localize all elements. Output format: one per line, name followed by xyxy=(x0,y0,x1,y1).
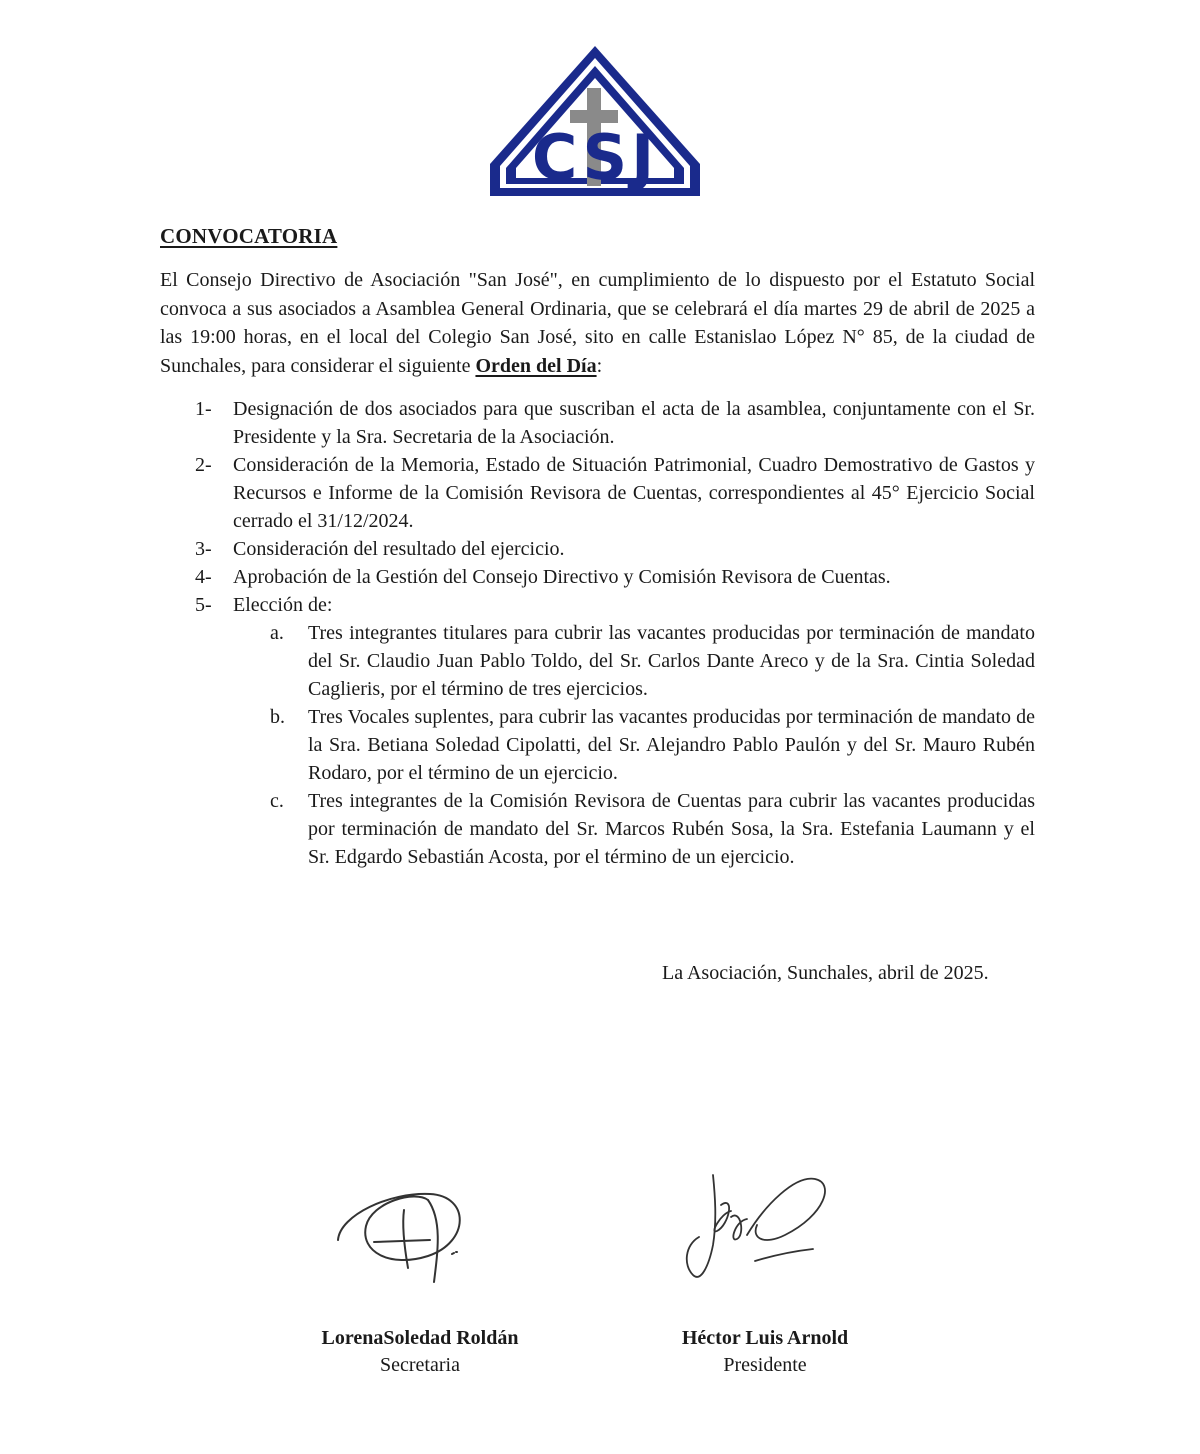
agenda-item-number: 2- xyxy=(195,454,212,476)
subitem-letter: b. xyxy=(270,706,285,728)
document-title: CONVOCATORIA xyxy=(160,224,338,248)
agenda-item xyxy=(195,563,1035,591)
signature-block-secretaria xyxy=(290,1170,550,1376)
signature-roldan xyxy=(320,1170,520,1290)
agenda-item xyxy=(195,395,1035,451)
agenda-item xyxy=(195,451,1035,535)
signatory-name: Héctor Luis Arnold xyxy=(681,1327,849,1349)
agenda-item-text: Consideración del resultado del ejercicio. xyxy=(233,538,565,560)
agenda-item-text: Consideración de la Memoria, Estado de Situación Patrimonial, Cuadro Demostrativo de Gastos y Recursos e Informe de la Comisión Revisora de Cuentas, correspondientes al 45° Ejercicio Social cerrado el 31/12/2024. xyxy=(233,454,1035,532)
subitem-letter: a. xyxy=(270,622,284,644)
orden-del-dia-label: Orden del Día xyxy=(475,354,597,377)
election-sublist xyxy=(233,619,1035,871)
agenda-item-number: 3- xyxy=(195,538,212,560)
subitem-text: Tres integrantes titulares para cubrir las vacantes producidas por terminación de mandato del Sr. Claudio Juan Pablo Toldo, del Sr. Carlos Dante Areco y de la Sra. Cintia Soledad Caglieris, por el término de tres ejercicios. xyxy=(308,622,1035,700)
signatory-role: Secretaria xyxy=(380,1354,460,1376)
intro-text-end: : xyxy=(596,354,603,377)
agenda-item xyxy=(195,591,1035,871)
agenda-list xyxy=(195,395,1035,871)
subitem-text: Tres Vocales suplentes, para cubrir las vacantes producidas por terminación de mandato de la Sra. Betiana Soledad Cipolatti, del Sr. Alejandro Pablo Paulón y del Sr. Mauro Rubén Rodaro, por el término de un ejercicio. xyxy=(308,706,1035,784)
intro-paragraph xyxy=(160,266,1035,380)
signatory-name: LorenaSoledad Roldán xyxy=(321,1327,519,1349)
subitem-text: Tres integrantes de la Comisión Revisora de Cuentas para cubrir las vacantes producidas por terminación de mandato del Sr. Marcos Rubén Sosa, la Sra. Estefania Laumann y el Sr. Edgardo Sebastián Acosta, por el término de un ejercicio. xyxy=(308,790,1035,868)
agenda-item xyxy=(195,535,1035,563)
closing-line: La Asociación, Sunchales, abril de 2025. xyxy=(662,962,989,984)
signatory-role: Presidente xyxy=(723,1354,807,1376)
agenda-item-number: 4- xyxy=(195,566,212,588)
signature-arnold xyxy=(665,1165,865,1295)
csj-logo xyxy=(486,42,704,200)
agenda-item-number: 1- xyxy=(195,398,212,420)
agenda-item-text: Designación de dos asociados para que suscriban el acta de la asamblea, conjuntamente con el Sr. Presidente y la Sra. Secretaria de la Asociación. xyxy=(233,398,1035,448)
signature-block-presidente xyxy=(640,1165,890,1376)
subitem-letter: c. xyxy=(270,790,284,812)
agenda-item-text: Elección de: xyxy=(233,594,333,616)
agenda-item-text: Aprobación de la Gestión del Consejo Directivo y Comisión Revisora de Cuentas. xyxy=(233,566,891,588)
agenda-item-number: 5- xyxy=(195,594,212,616)
logo-letters: CSJ xyxy=(531,121,659,194)
election-subitem xyxy=(270,703,1035,787)
intro-text: El Consejo Directivo de Asociación "San José", en cumplimiento de lo dispuesto por el Estatuto Social convoca a sus asociados a Asamblea General Ordinaria, que se celebrará el día martes 29 de abril de 2025 a las 19:00 horas, en el local del Colegio San José, sito en calle Estanislao López N° 85, de la ciudad de Sunchales, para considerar el siguiente xyxy=(160,269,1035,377)
election-subitem xyxy=(270,787,1035,871)
election-subitem xyxy=(270,619,1035,703)
